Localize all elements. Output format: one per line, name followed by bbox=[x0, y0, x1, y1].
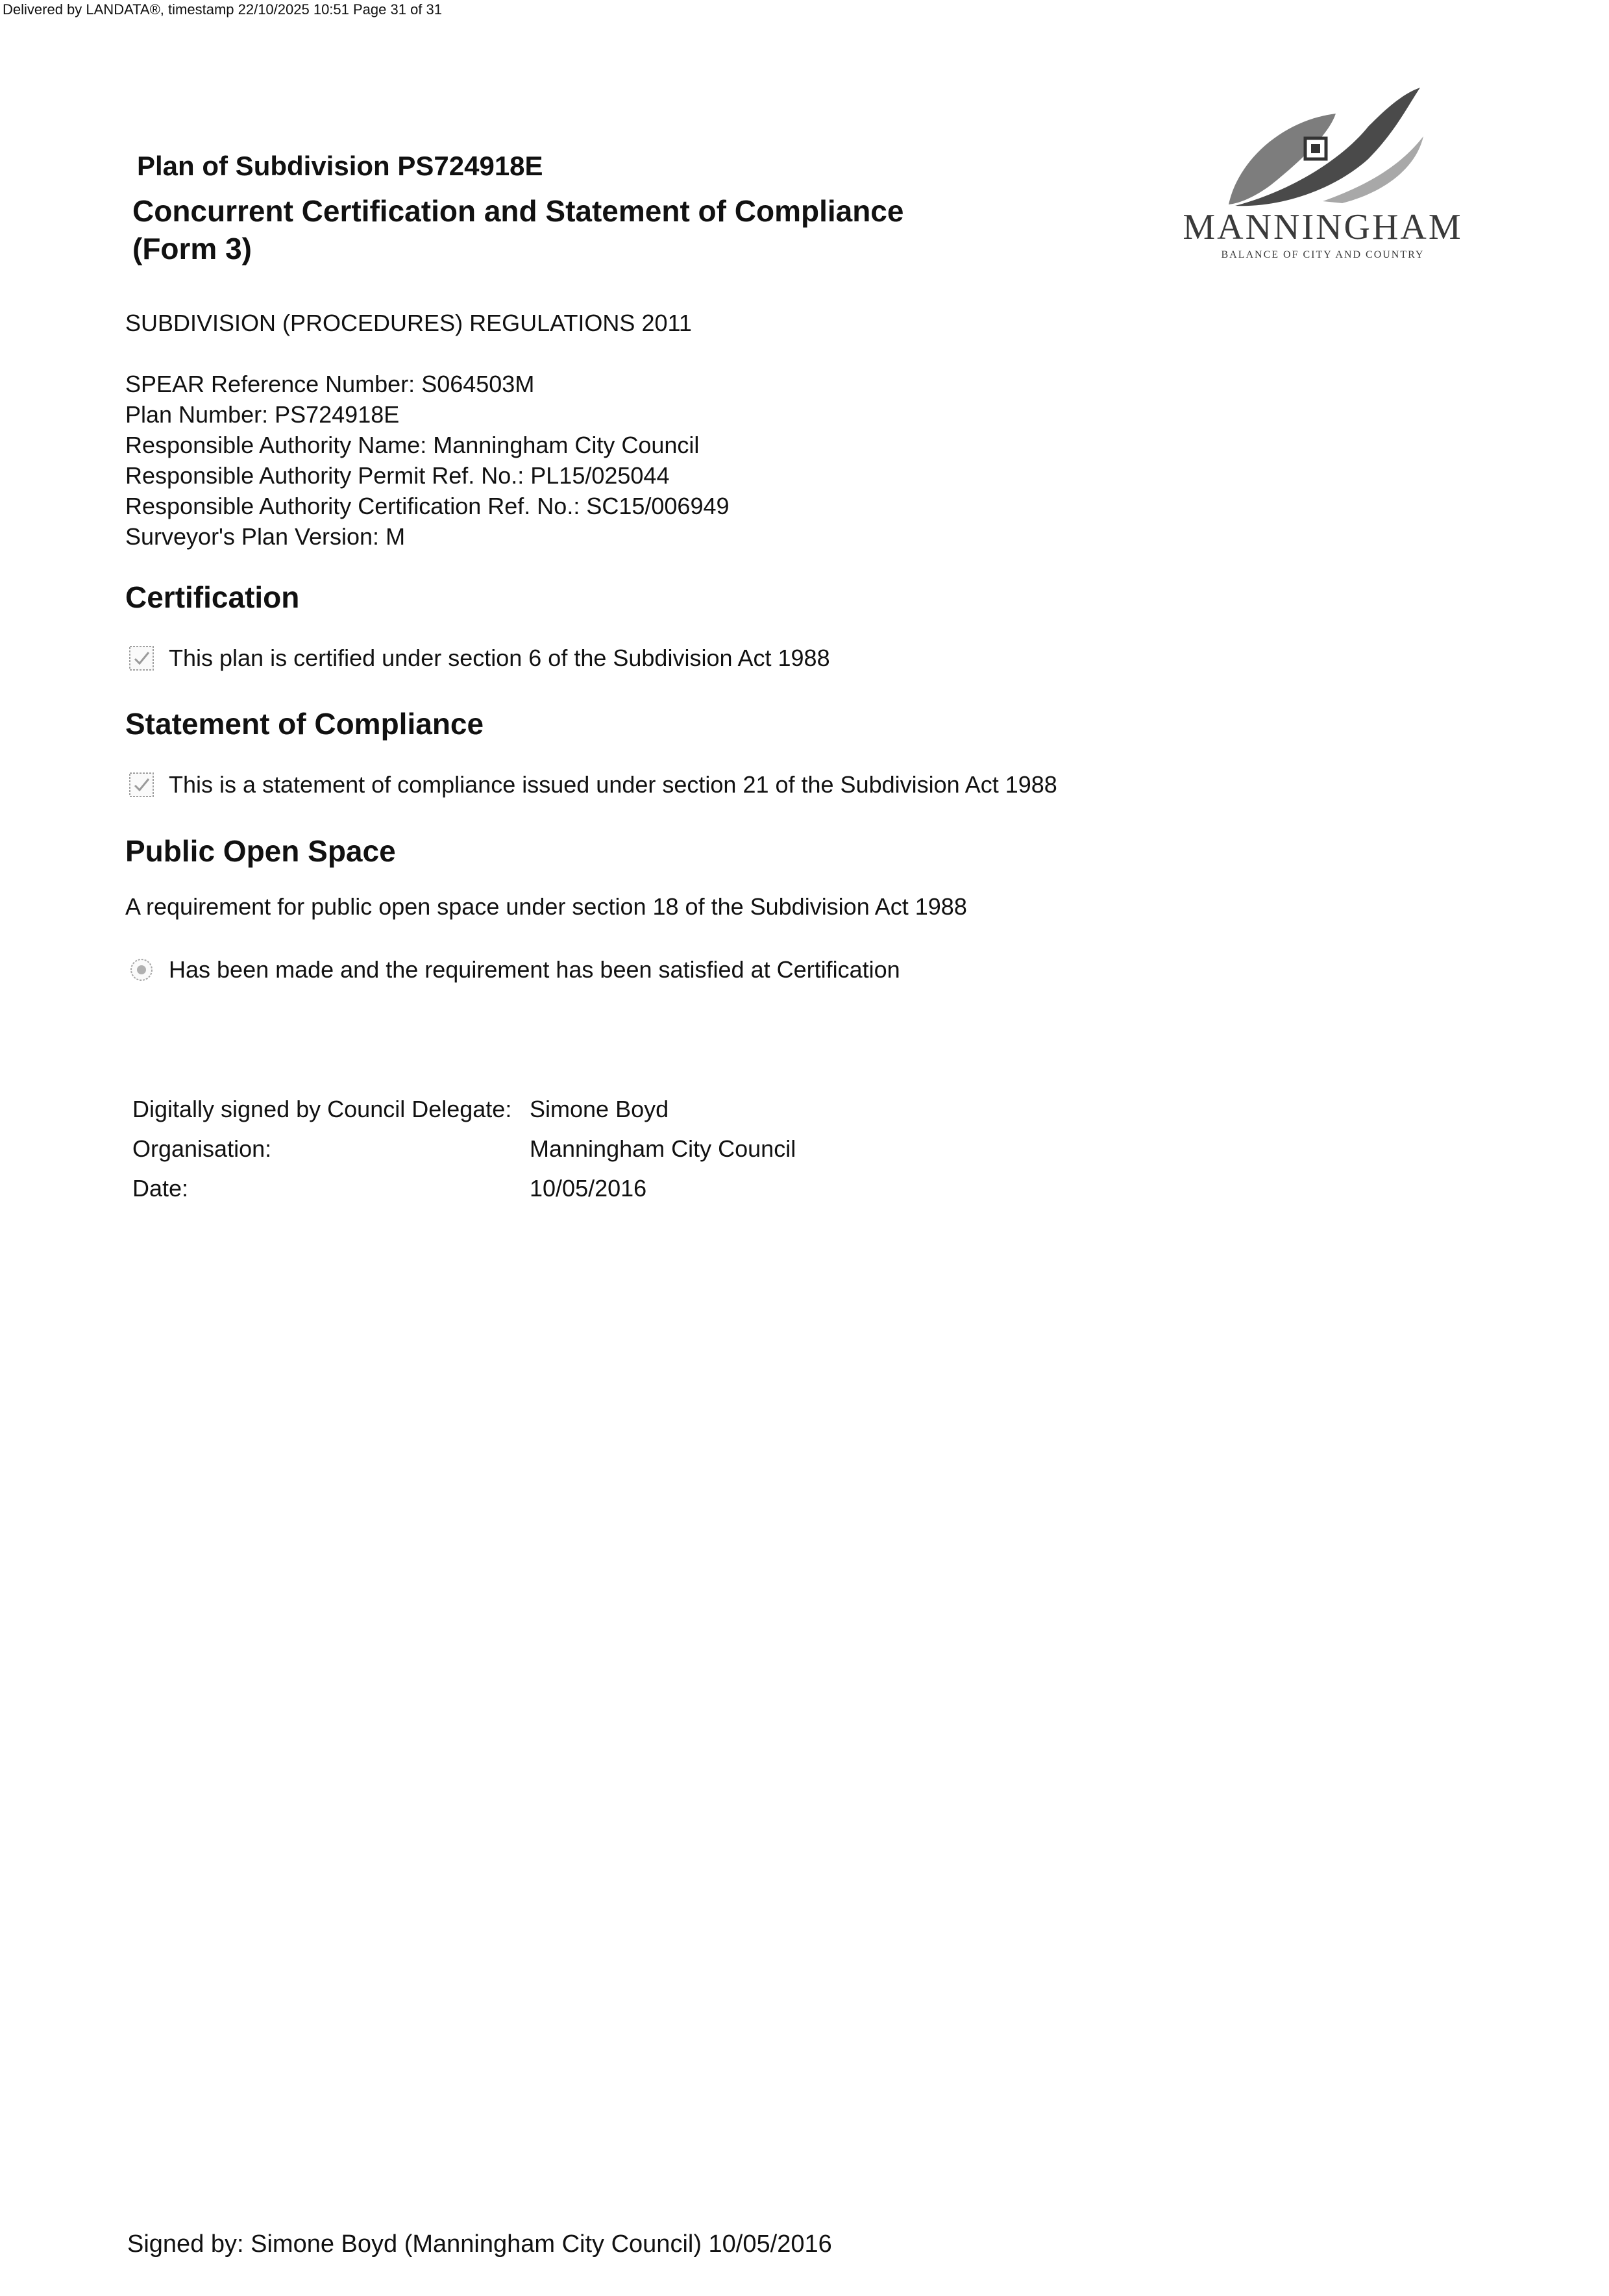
radio-selected-icon bbox=[129, 957, 154, 983]
delegate-label: Digitally signed by Council Delegate: bbox=[132, 1096, 512, 1122]
form-title-line2: (Form 3) bbox=[132, 232, 252, 265]
form-title-line1: Concurrent Certification and Statement of Compliance bbox=[132, 194, 904, 228]
spear-reference: SPEAR Reference Number: S064503M bbox=[125, 371, 535, 397]
form-title bbox=[132, 192, 903, 267]
certification-checkbox[interactable] bbox=[129, 645, 154, 671]
signature-row-organisation bbox=[132, 1135, 796, 1175]
public-open-space-option bbox=[129, 956, 900, 983]
statement-of-compliance-heading: Statement of Compliance bbox=[125, 707, 484, 741]
public-open-space-heading: Public Open Space bbox=[125, 834, 396, 868]
permit-ref: Responsible Authority Permit Ref. No.: PL15/025044 bbox=[125, 462, 670, 489]
certification-text: This plan is certified under section 6 of the Subdivision Act 1988 bbox=[169, 645, 830, 671]
reference-details bbox=[125, 369, 730, 552]
signature-row-date bbox=[132, 1175, 796, 1215]
date-label: Date: bbox=[132, 1175, 189, 1202]
delivery-stamp: Delivered by LANDATA®, timestamp 22/10/2025 10:51 Page 31 of 31 bbox=[3, 1, 443, 18]
statement-of-compliance-text: This is a statement of compliance issued under section 21 of the Subdivision Act 1988 bbox=[169, 771, 1057, 798]
manningham-logo bbox=[1173, 88, 1472, 263]
public-open-space-option-text: Has been made and the requirement has been satisfied at Certification bbox=[169, 956, 900, 983]
surveyor-plan-version: Surveyor's Plan Version: M bbox=[125, 523, 406, 550]
checkbox-checked-icon bbox=[129, 645, 154, 671]
signature-block bbox=[132, 1096, 796, 1215]
signature-row-delegate bbox=[132, 1096, 796, 1135]
statement-of-compliance-item bbox=[129, 771, 1057, 798]
svg-text:MANNINGHAM: MANNINGHAM bbox=[1183, 207, 1463, 247]
plan-number: Plan Number: PS724918E bbox=[125, 401, 400, 428]
plan-title: Plan of Subdivision PS724918E bbox=[137, 151, 543, 181]
authority-name: Responsible Authority Name: Manningham City Council bbox=[125, 432, 700, 458]
manningham-logo-icon bbox=[1173, 88, 1472, 263]
certification-item bbox=[129, 645, 830, 672]
date-value: 10/05/2016 bbox=[530, 1175, 647, 1202]
checkbox-checked-icon bbox=[129, 772, 154, 798]
public-open-space-radio[interactable] bbox=[129, 957, 154, 983]
statement-of-compliance-checkbox[interactable] bbox=[129, 772, 154, 798]
signed-by-footer: Signed by: Simone Boyd (Manningham City Council) 10/05/2016 bbox=[127, 2230, 832, 2258]
svg-text:BALANCE OF CITY AND COUNTRY: BALANCE OF CITY AND COUNTRY bbox=[1221, 249, 1425, 260]
regulations-line: SUBDIVISION (PROCEDURES) REGULATIONS 2011 bbox=[125, 310, 692, 336]
public-open-space-requirement: A requirement for public open space under section 18 of the Subdivision Act 1988 bbox=[125, 893, 967, 920]
delegate-value: Simone Boyd bbox=[530, 1096, 669, 1122]
certification-ref: Responsible Authority Certification Ref. No.: SC15/006949 bbox=[125, 493, 730, 519]
organisation-label: Organisation: bbox=[132, 1135, 272, 1162]
organisation-value: Manningham City Council bbox=[530, 1135, 796, 1162]
certification-heading: Certification bbox=[125, 580, 300, 614]
